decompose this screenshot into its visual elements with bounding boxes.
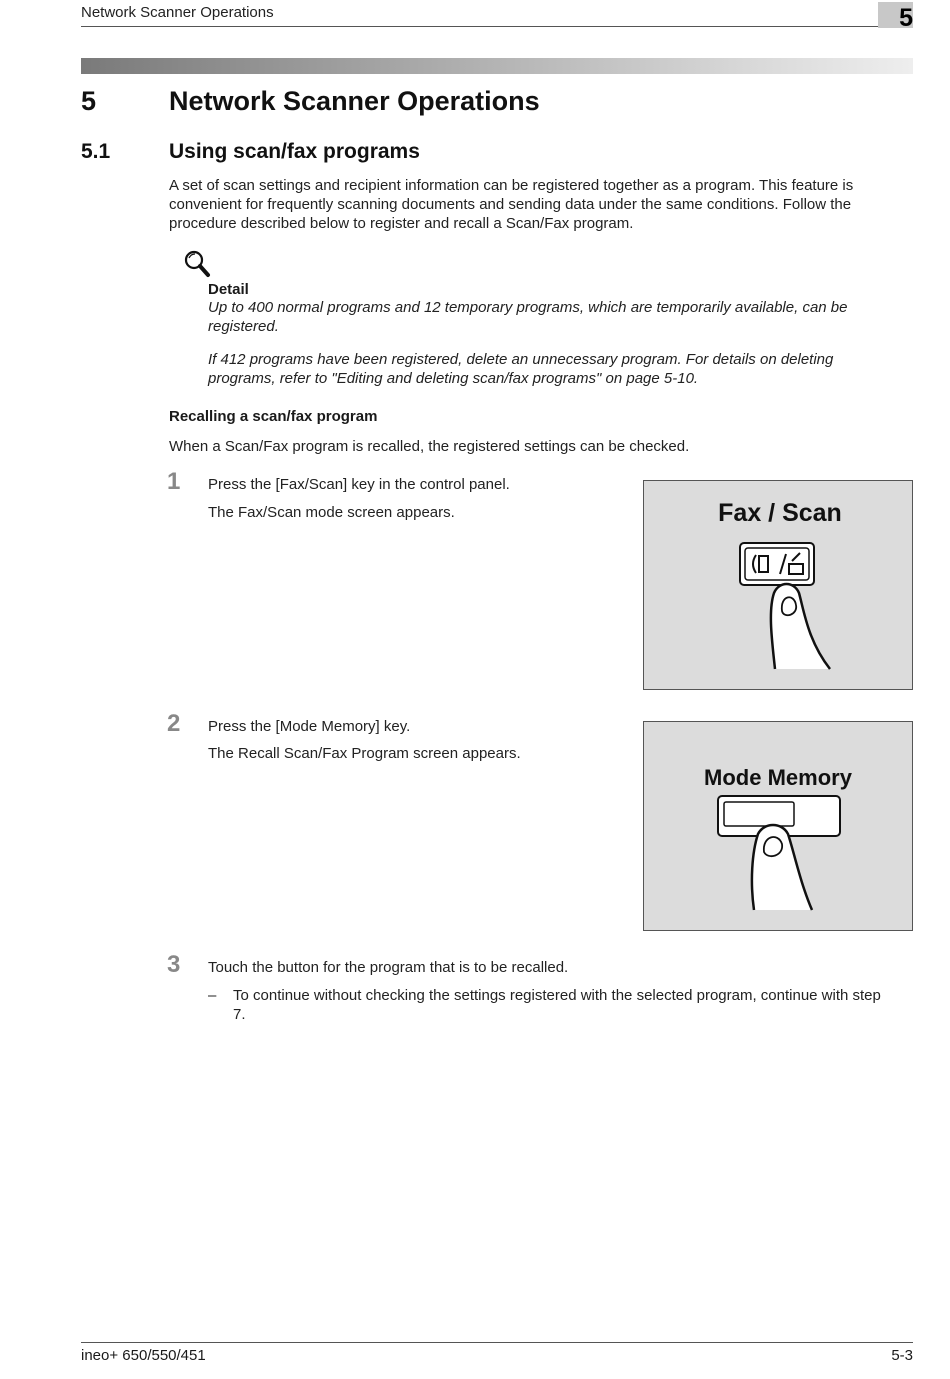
section-number: 5.1 [81, 140, 111, 163]
fax-scan-figure-label: Fax / Scan [718, 499, 842, 527]
step-3-text: Touch the button for the program that is to be recalled. [208, 959, 569, 976]
chapter-gradient-bar [81, 58, 913, 74]
section-title: Using scan/fax programs [169, 140, 420, 163]
detail-note-2: If 412 programs have been registered, delete an unnecessary program. For details on deleting programs, refer to "Editing and deleting scan/fax programs" on page 5-10. [208, 351, 834, 387]
step-2-text: Press the [Mode Memory] key. [208, 718, 411, 735]
recall-intro: When a Scan/Fax program is recalled, the registered settings can be checked. [169, 438, 690, 455]
chapter-number: 5 [81, 86, 97, 116]
running-header: Network Scanner Operations [81, 4, 274, 21]
footer-page-number: 5-3 [891, 1347, 913, 1364]
magnifier-icon [183, 249, 213, 279]
step-3-number: 3 [167, 951, 181, 978]
step-1-result: The Fax/Scan mode screen appears. [208, 504, 455, 521]
fax-scan-key-figure [643, 480, 913, 690]
fax-scan-key-illustration [644, 481, 912, 689]
header-rule [81, 26, 878, 27]
step-1-number: 1 [167, 468, 181, 495]
step-1-text: Press the [Fax/Scan] key in the control panel. [208, 476, 510, 493]
step-2-number: 2 [167, 710, 181, 737]
footer-model: ineo+ 650/550/451 [81, 1347, 206, 1364]
step-3-bullet-mark: – [208, 987, 217, 1004]
chapter-title: Network Scanner Operations [169, 86, 540, 116]
detail-note-1: Up to 400 normal programs and 12 temporary programs, which are temporarily available, can be registered. [208, 299, 848, 335]
mode-memory-key-figure [643, 721, 913, 931]
step-3-bullet: To continue without checking the settings registered with the selected program, continue with step 7. [233, 987, 881, 1023]
step-2-result: The Recall Scan/Fax Program screen appears. [208, 745, 521, 762]
mode-memory-key-illustration [644, 722, 912, 930]
chapter-tab-number: 5 [899, 4, 913, 32]
recall-heading: Recalling a scan/fax program [169, 408, 378, 425]
mode-memory-figure-label: Mode Memory [704, 765, 852, 790]
footer-rule [81, 1342, 913, 1343]
intro-paragraph: A set of scan settings and recipient information can be registered together as a program. This feature is convenient for frequently scanning documents and sending data under the same conditions. Follow the procedure described below to register and recall a Scan/Fax program. [169, 177, 854, 232]
detail-label: Detail [208, 281, 249, 298]
